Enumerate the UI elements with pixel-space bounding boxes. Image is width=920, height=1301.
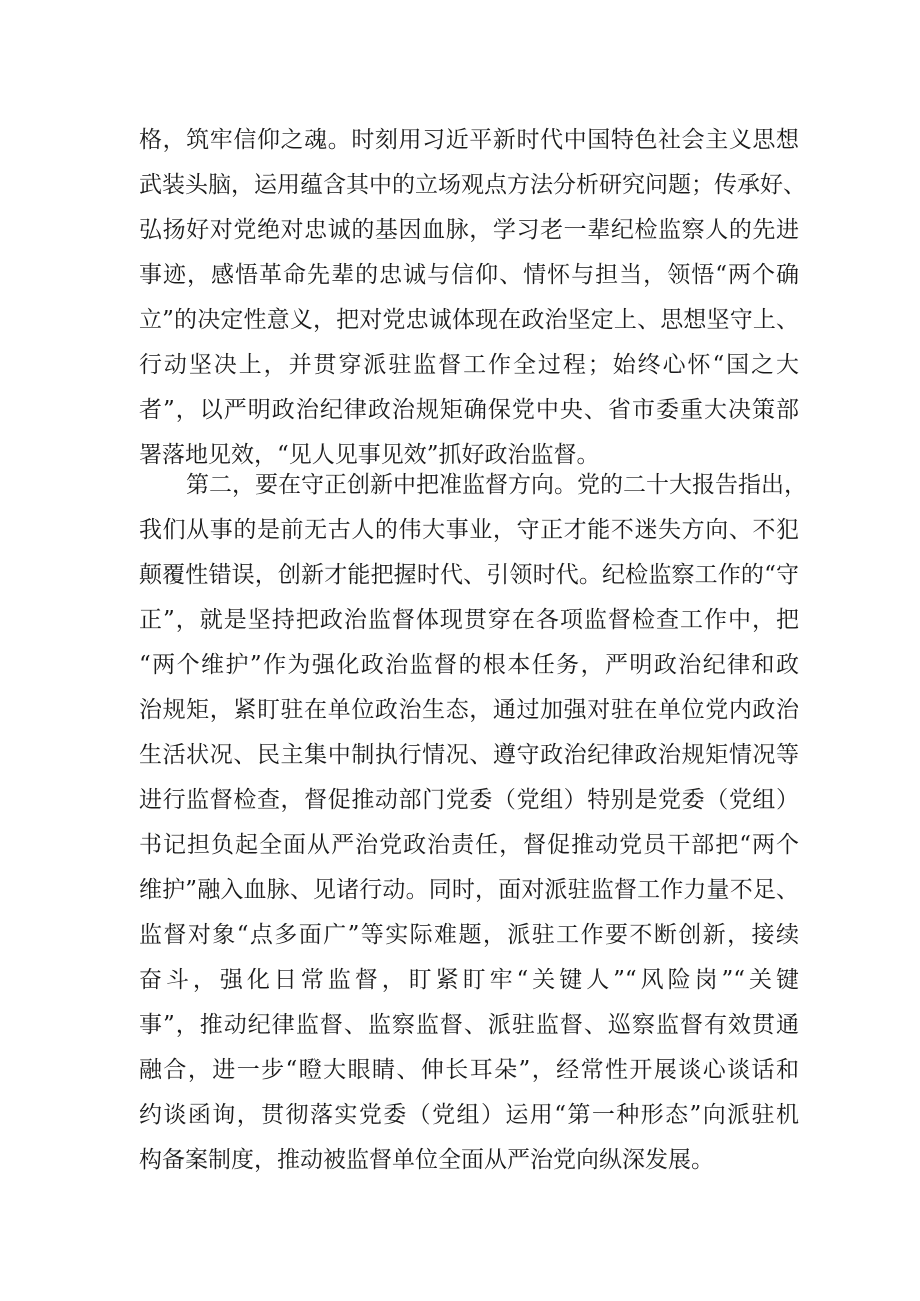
paragraph-line: 者”，以严明政治纪律政治规矩确保党中央、省市委重大决策部 — [139, 397, 799, 423]
paragraph-line: 第二，要在守正创新中把准监督方向。党的二十大报告指出， — [186, 472, 807, 498]
paragraph-line: 行动坚决上，并贯穿派驻监督工作全过程；始终心怀“国之大 — [139, 352, 799, 378]
paragraph-line: 正”，就是坚持把政治监督体现贯穿在各项监督检查工作中，把 — [139, 607, 799, 633]
paragraph-2 — [139, 463, 807, 1183]
paragraph-line: 监督对象“点多面广”等实际难题，派驻工作要不断创新，接续 — [139, 922, 799, 948]
paragraph-line: 署落地见效，“见人见事见效”抓好政治监督。 — [139, 442, 600, 468]
paragraph-line: 格，筑牢信仰之魂。时刻用习近平新时代中国特色社会主义思想 — [139, 127, 799, 153]
paragraph-line: 进行监督检查，督促推动部门党委（党组）特别是党委（党组） — [139, 787, 799, 813]
paragraph-line: 奋斗，强化日常监督，盯紧盯牢“关键人”“风险岗”“关键 — [139, 967, 799, 993]
paragraph-line: 约谈函询，贯彻落实党委（党组）运用“第一种形态”向派驻机 — [139, 1102, 799, 1128]
paragraph-line: 书记担负起全面从严治党政治责任，督促推动党员干部把“两个 — [139, 832, 799, 858]
paragraph-line: “两个维护”作为强化政治监督的根本任务，严明政治纪律和政 — [139, 652, 799, 678]
paragraph-line: 融合，进一步“瞪大眼睛、伸长耳朵”，经常性开展谈心谈话和 — [139, 1057, 799, 1083]
paragraph-1 — [139, 118, 806, 478]
paragraph-line: 事”，推动纪律监督、监察监督、派驻监督、巡察监督有效贯通 — [139, 1012, 799, 1038]
paragraph-line: 治规矩，紧盯驻在单位政治生态，通过加强对驻在单位党内政治 — [139, 697, 799, 723]
paragraph-line: 弘扬好对党绝对忠诚的基因血脉，学习老一辈纪检监察人的先进 — [139, 217, 799, 243]
paragraph-line: 维护”融入血脉、见诸行动。同时，面对派驻监督工作力量不足、 — [139, 877, 799, 903]
paragraph-line: 生活状况、民主集中制执行情况、遵守政治纪律政治规矩情况等 — [139, 742, 799, 768]
paragraph-line: 立”的决定性意义，把对党忠诚体现在政治坚定上、思想坚守上、 — [139, 307, 799, 333]
paragraph-line: 事迹，感悟革命先辈的忠诚与信仰、情怀与担当，领悟“两个确 — [139, 262, 799, 288]
paragraph-line: 颠覆性错误，创新才能把握时代、引领时代。纪检监察工作的“守 — [139, 562, 799, 588]
paragraph-line: 构备案制度，推动被监督单位全面从严治党向纵深发展。 — [139, 1147, 714, 1173]
paragraph-line: 武装头脑，运用蕴含其中的立场观点方法分析研究问题；传承好、 — [139, 172, 806, 198]
paragraph-line: 我们从事的是前无古人的伟大事业，守正才能不迷失方向、不犯 — [139, 517, 799, 543]
